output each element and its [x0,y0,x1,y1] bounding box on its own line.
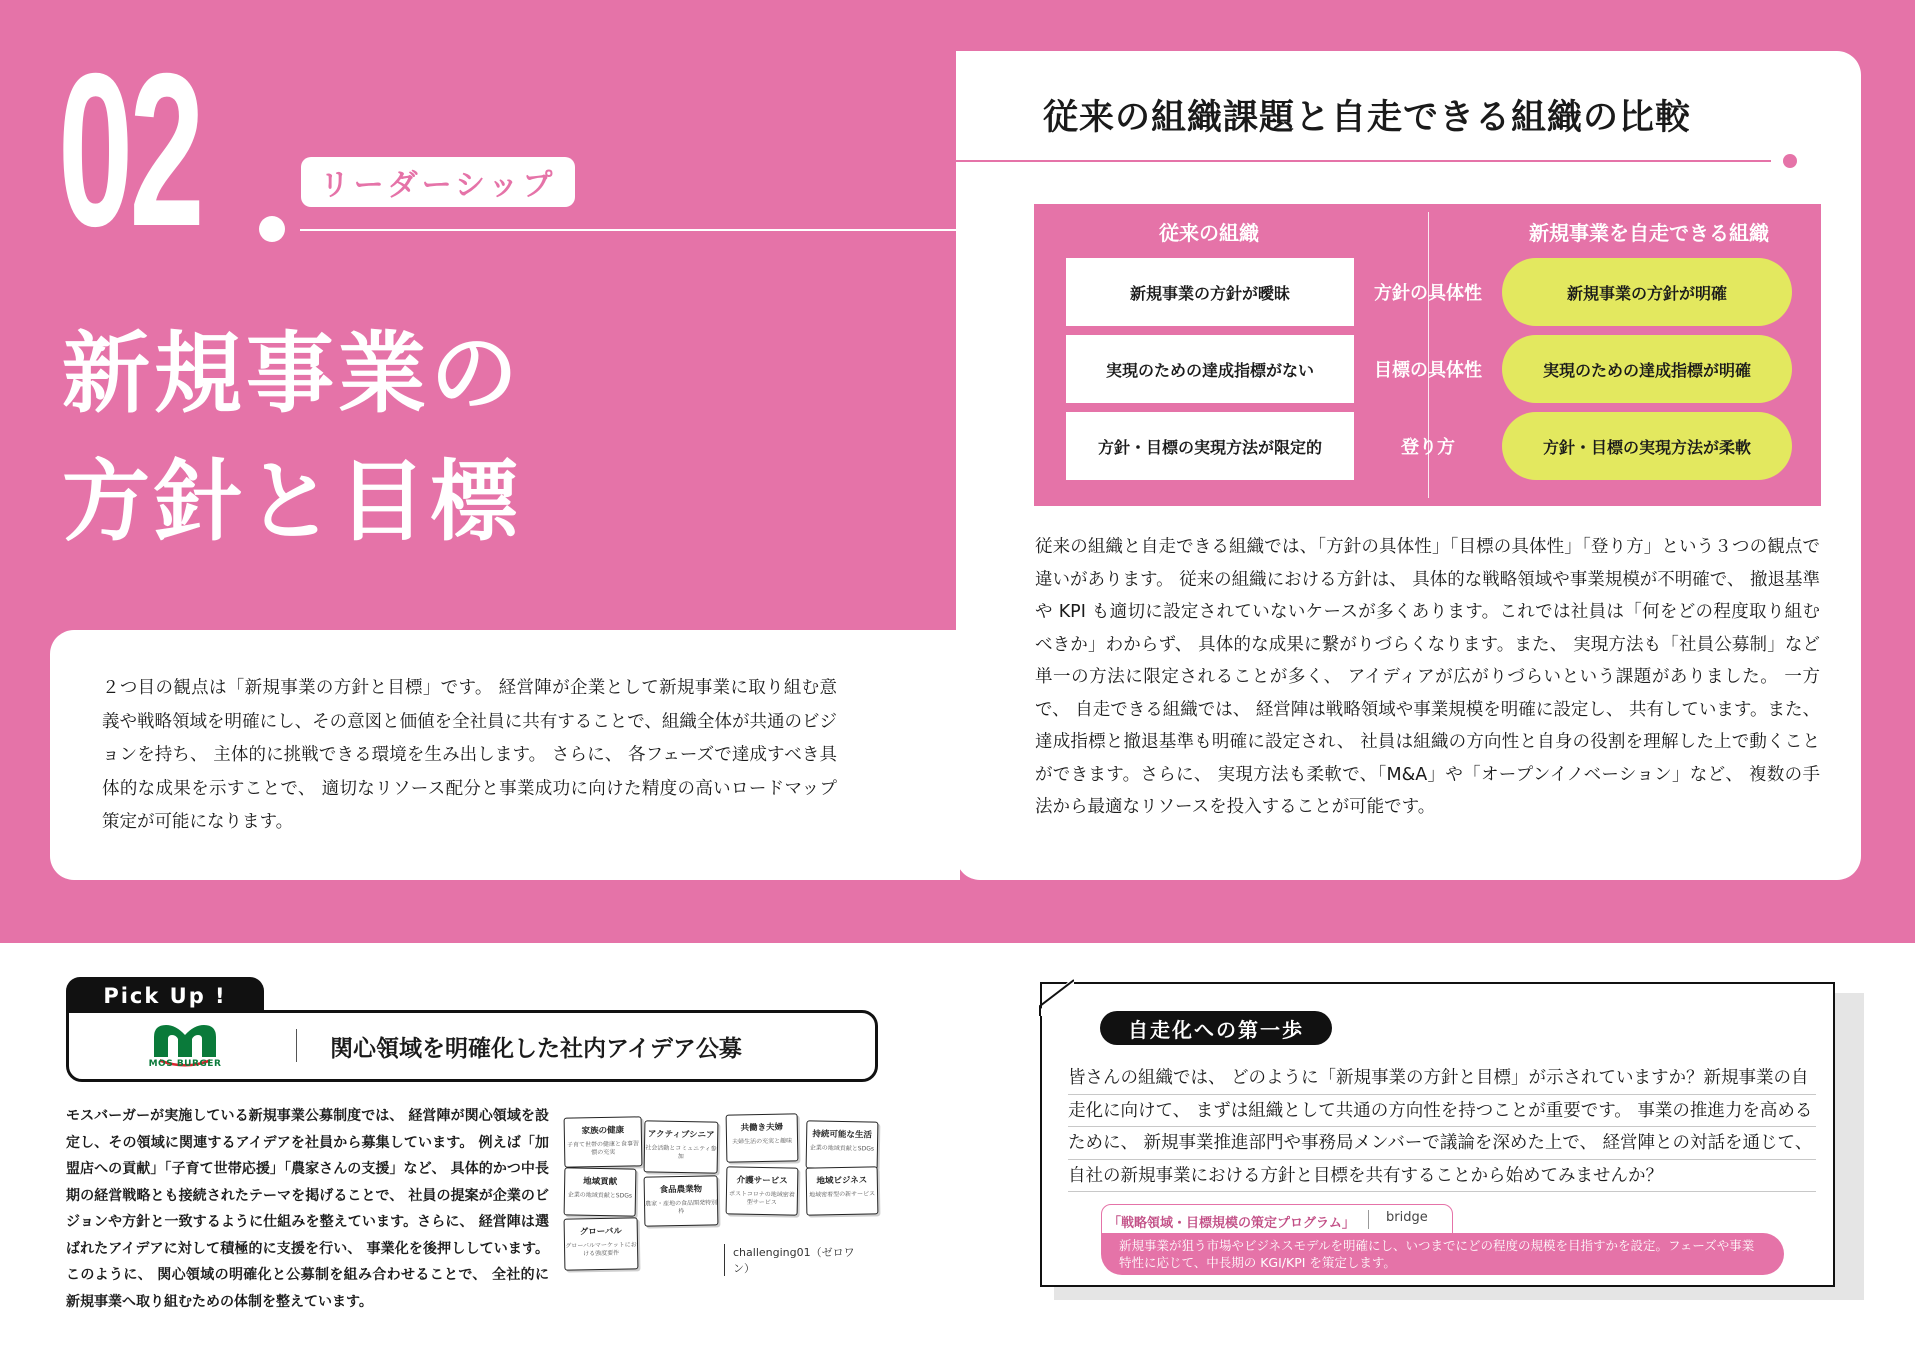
traditional-item: 新規事業の方針が曖昧 [1066,258,1354,326]
pickup-title-separator [296,1029,297,1062]
intro-body-text: ２つ目の観点は「新規事業の方針と目標」です。 経営陣が企業として新規事業に取り組む意義や戦略領域を明確にし、その意図と価値を全社員に共有することで、組織全体が共通のビジョンを持ち、 主体的に挑戦できる環境を生み出します。 さらに、 各フェーズで達成すべき具体的な成果を示すことで、 適切なリソース配分と事業成功に向けた精度の高いロードマップ策定が可能になります。 [102,678,837,832]
autonomous-item: 方針・目標の実現方法が柔軟 [1502,412,1792,480]
idea-note: アクティブシニア 社会活動とコミュニティ参加 [644,1120,719,1173]
pickup-title: 関心領域を明確化した社内アイデア公募 [330,1036,742,1062]
category-tag: リーダーシップ [301,157,575,207]
program-separator [1368,1210,1369,1229]
traditional-item: 実現のための達成指標がない [1066,335,1354,403]
aspect-label: 目標の具体性 [1374,360,1482,381]
idea-note: 家族の健康 子育て世帯の健康と食事習慣の充実 [564,1116,643,1167]
page-title [62,310,522,566]
header-rule [300,229,956,231]
ideas-caption: challenging01（ゼロワン） [724,1244,869,1276]
aspect-label: 方針の具体性 [1374,283,1482,304]
page-title-line-1: 新規事業の [62,322,523,425]
folded-corner-icon [1034,976,1074,1016]
program-description: 新規事業が狙う市場やビジネスモデルを明確にし、いつまでにどの程度の規模を目指すかを設定。フェーズや事業特性に応じて、中長期の KGI/KPI を策定します。 [1101,1233,1784,1275]
section-number-dot [259,216,285,242]
comparison-title-rule [956,160,1771,162]
first-step-tab: 自走化への第一歩 [1100,1011,1332,1045]
traditional-heading: 従来の組織 [1159,221,1259,245]
comparison-title: 従来の組織課題と自走できる組織の比較 [1043,98,1692,138]
idea-note: 介護サービス ポストコロナの地域密着型サービス [726,1166,799,1215]
idea-note: 食品農業物 農家・産地の食品開発特別枠 [644,1175,719,1226]
mos-burger-logo-text: MOS BURGER [148,1059,222,1069]
idea-note: 共働き夫婦 夫婦生活の充実と趣味 [726,1113,799,1162]
page-title-line-2: 方針と目標 [62,450,523,553]
autonomous-item: 新規事業の方針が明確 [1502,258,1792,326]
first-step-body-text: 皆さんの組織では、 どのように「新規事業の方針と目標」が示されていますか？新規事業の自走化に向けて、 まずは組織として共通の方向性を持つことが重要です。 事業の推進力を高めるために、 新規事業推進部門や事務局メンバーで議論を深めた上で、 経営陣との対話を通じて、自社の新規事業における方針と目標を共有することから始めてみませんか？ [1068,1068,1813,1186]
mos-logo-green-m [154,1025,216,1057]
idea-note: グローバル グローバルマーケットにおける強度要件 [564,1217,639,1270]
idea-note: 持続可能な生活 企業の地域貢献とSDGs [806,1120,879,1169]
pickup-tab: Pick Up ! [66,977,264,1014]
comparison-title-rule-dot [1783,154,1797,168]
idea-note: 地域ビジネス 地域密着型の新サービス [806,1166,879,1215]
idea-note: 地域貢献 企業の地域貢献とSDGs [564,1167,637,1216]
traditional-item: 方針・目標の実現方法が限定的 [1066,412,1354,480]
program-vendor: bridge [1386,1210,1428,1225]
autonomous-heading: 新規事業を自走できる組織 [1529,221,1769,245]
program-name: 「戦略領域・目標規模の策定プログラム」 [1108,1216,1355,1231]
section-number: 02 [58,29,201,272]
pickup-body-text: モスバーガーが実施している新規事業公募制度では、 経営陣が関心領域を設定し、その領域に関連するアイデアを社員から募集しています。 例えば「加盟店への貢献」「子育て世帯応援」「農家さんの支援」など、 具体的かつ中長期の経営戦略とも接続されたテーマを掲げることで、 社員の提案が企業のビジョンや方針と一致するように仕組みを整えています。さらに、 経営陣は選ばれたアイデアに対して積極的に支援を行い、 事業化を後押ししています。 このように、 関心領域の明確化と公募制を組み合わせることで、 全社的に新規事業へ取り組むための体制を整えています。 [66,1108,549,1310]
autonomous-item: 実現のための達成指標が明確 [1502,335,1792,403]
comparison-body-text: 従来の組織と自走できる組織では、「方針の具体性」「目標の具体性」「登り方」という３つの観点で違いがあります。 従来の組織における方針は、 具体的な戦略領域や事業規模が不明確で、 撤退基準や KPI も適切に設定されていないケースが多くあります。これでは社員は「何をどの程度取り組むべきか」わからず、 具体的な成果に繋がりづらくなります。また、 実現方法も「社員公募制」など単一の方法に限定されることが多く、 アイディアが広がりづらいという課題がありました。 一方で、 自走できる組織では、 経営陣は戦略領域や事業規模を明確に設定し、 共有しています。また、 達成指標と撤退基準も明確に設定され、 社員は組織の方向性と自身の役割を理解した上で動くことができます。さらに、 実現方法も柔軟で、「M&A」や「オープンイノベーション」など、 複数の手法から最適なリソースを投入することが可能です。 [1035,537,1820,817]
aspect-label: 登り方 [1401,437,1455,458]
comparison-table [1034,204,1821,506]
